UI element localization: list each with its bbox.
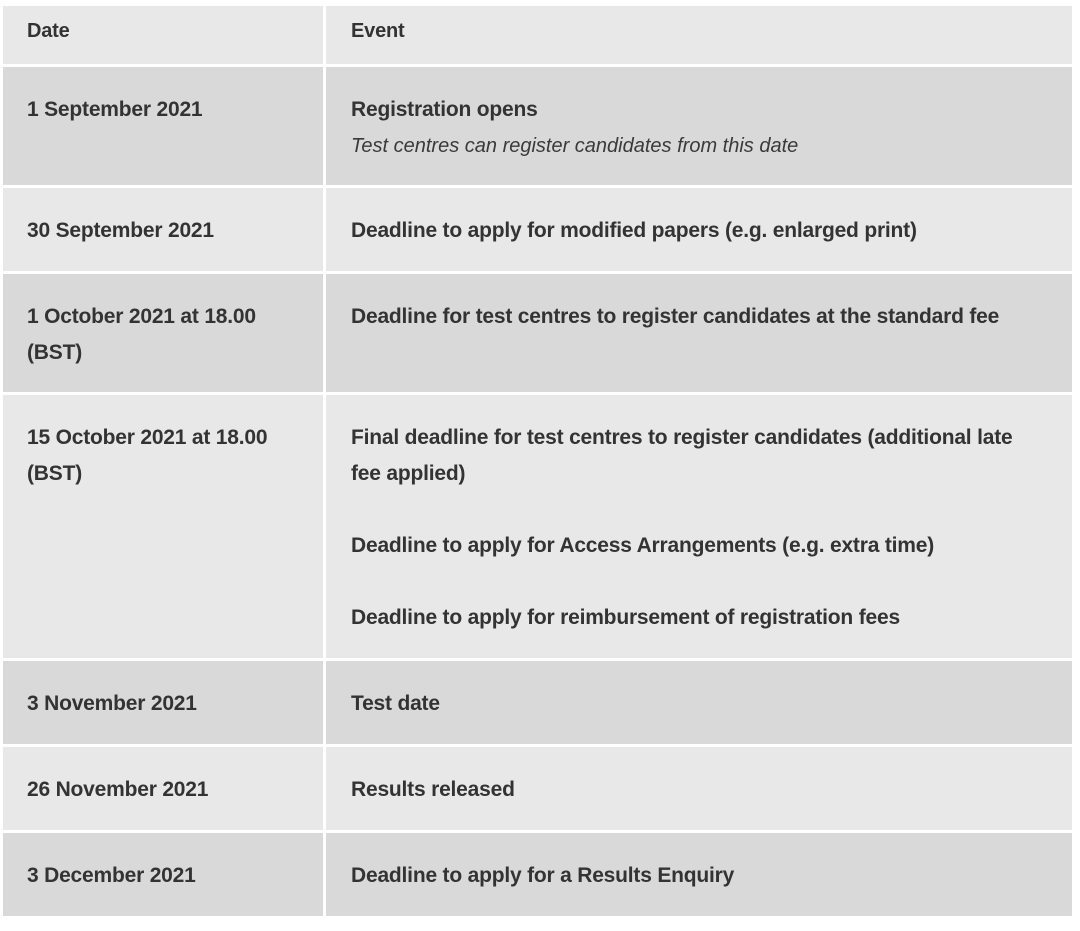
table-row — [3, 188, 1072, 274]
schedule-table — [3, 6, 1072, 916]
row-date: 1 September 2021 — [27, 98, 203, 121]
row-date: 15 October 2021 at 18.00 (BST) — [27, 426, 268, 485]
event-cell — [326, 274, 1072, 392]
row-note: Test centres can register candidates from this date — [351, 135, 799, 157]
date-cell — [3, 747, 326, 830]
table-row — [3, 747, 1072, 833]
row-date: 3 December 2021 — [27, 864, 196, 887]
row-event: Results released — [351, 778, 515, 801]
row-event: Deadline for test centres to register candidates at the standard fee — [351, 305, 1000, 328]
table-row — [3, 833, 1072, 916]
row-event: Final deadline for test centres to register candidates (additional late fee applied) — [351, 426, 1013, 485]
event-cell — [326, 67, 1072, 185]
row-event: Deadline to apply for a Results Enquiry — [351, 864, 735, 887]
table-row — [3, 274, 1072, 395]
event-cell — [326, 188, 1072, 271]
row-date: 3 November 2021 — [27, 692, 197, 715]
date-cell — [3, 395, 326, 658]
event-cell — [326, 833, 1072, 916]
row-event: Test date — [351, 692, 440, 715]
table-header-row — [3, 6, 1072, 67]
table-row — [3, 67, 1072, 188]
row-event: Deadline to apply for reimbursement of registration fees — [351, 606, 900, 629]
event-cell — [326, 661, 1072, 744]
row-date: 26 November 2021 — [27, 778, 209, 801]
header-date-cell — [3, 6, 326, 64]
row-event: Registration opens — [351, 98, 538, 121]
date-cell — [3, 661, 326, 744]
date-cell — [3, 833, 326, 916]
event-cell — [326, 747, 1072, 830]
row-event: Deadline to apply for Access Arrangements (e.g. extra time) — [351, 534, 934, 557]
header-event-cell — [326, 6, 1072, 64]
event-cell — [326, 395, 1072, 658]
date-cell — [3, 188, 326, 271]
date-cell — [3, 67, 326, 185]
table-row — [3, 395, 1072, 661]
row-date: 30 September 2021 — [27, 219, 214, 242]
row-event: Deadline to apply for modified papers (e.g. enlarged print) — [351, 219, 917, 242]
row-date: 1 October 2021 at 18.00 (BST) — [27, 305, 256, 364]
table-row — [3, 661, 1072, 747]
date-cell — [3, 274, 326, 392]
header-event: Event — [351, 20, 405, 42]
header-date: Date — [27, 20, 70, 42]
